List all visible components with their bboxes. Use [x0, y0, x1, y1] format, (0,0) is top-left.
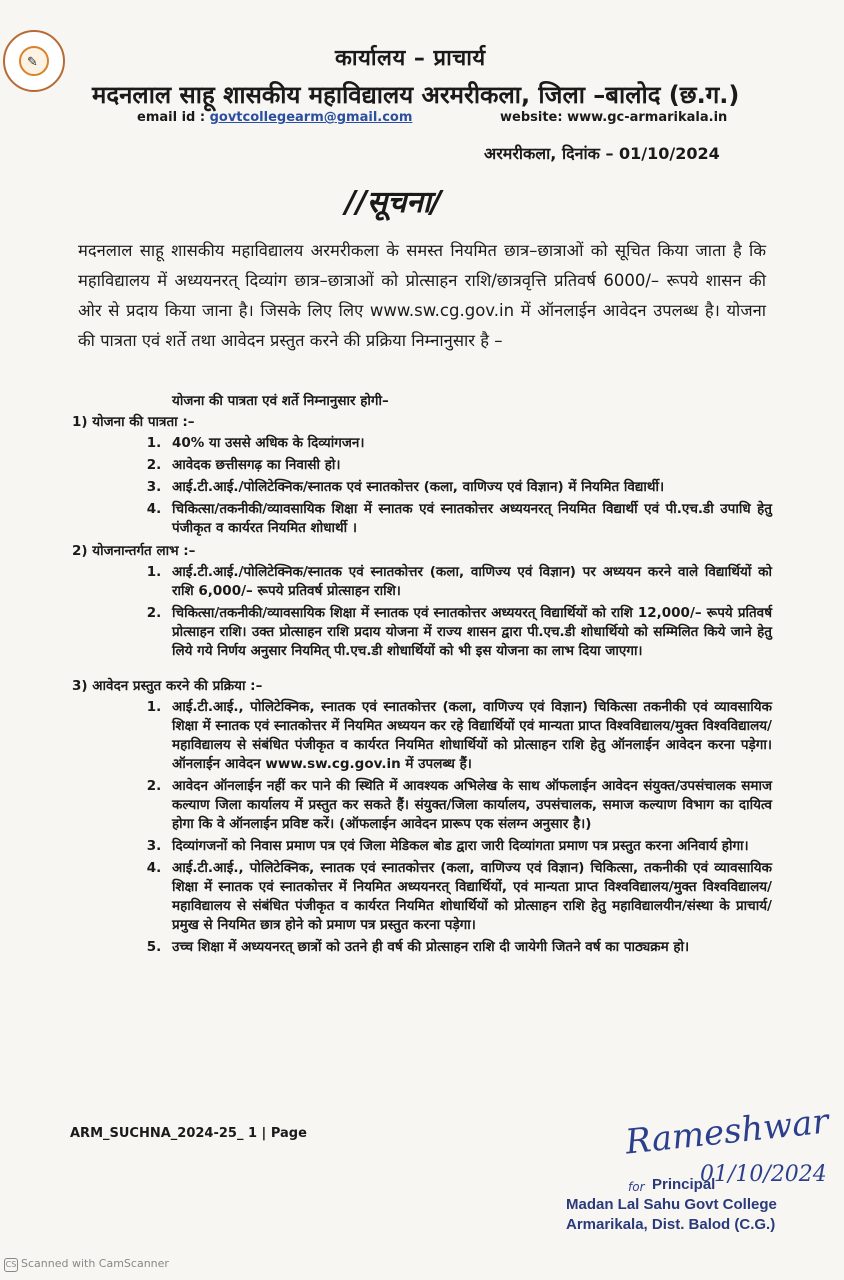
signature: Rameshwar: [623, 1101, 831, 1163]
email-link[interactable]: govtcollegearm@gmail.com: [209, 110, 413, 125]
list-item: 2. आवेदक छत्तीसगढ़ का निवासी हो।: [166, 456, 772, 475]
eligibility-list: [72, 434, 772, 538]
principal-seal: [566, 1175, 816, 1235]
camscanner-icon: CS: [4, 1258, 18, 1272]
scanner-watermark: CS Scanned with CamScanner: [5, 1257, 169, 1270]
seal-college: Madan Lal Sahu Govt College: [566, 1196, 777, 1213]
list-item: 4. चिकित्सा/तकनीकी/व्यावसायिक शिक्षा में स्नातक एवं स्नातकोत्तर अध्ययनरत् नियमित विद्यार्थी एवं पी.एच.डी उपाधि हेतु पंजीकृत व कार्यरत नियमित शोधार्थी ।: [166, 500, 772, 538]
application-process-list: [72, 698, 772, 957]
list-item: 3. आई.टी.आई./पोलिटेक्निक/स्नातक एवं स्नातकोत्तर (कला, वाणिज्य एवं विज्ञान) में नियमित विद्यार्थी।: [166, 478, 772, 497]
list-item: 3. दिव्यांगजनों को निवास प्रमाण पत्र एवं जिला मेडिकल बोड द्वारा जारी दिव्यांगता प्रमाण पत्र प्रस्तुत करना अनिवार्य होगा।: [166, 837, 772, 856]
section-heading: 1) योजना की पात्रता :–: [72, 414, 195, 430]
list-item: 5. उच्च शिक्षा में अध्ययनरत् छात्रों को उतने ही वर्ष की प्रोत्साहन राशि दी जायेगी जितने वर्ष का पाठ्यक्रम हो।: [166, 938, 772, 957]
list-item: 1. आई.टी.आई., पोलिटेक्निक, स्नातक एवं स्नातकोत्तर (कला, वाणिज्य एवं विज्ञान) चिकित्सा तकनीकी एवं व्यावसायिक शिक्षा में स्नातक एवं स्नातकोत्तर में नियमित अध्ययन कर रहे विद्यार्थियों एवं मान्यता प्राप्त विश्वविद्यालय/मुक्त विश्वविद्यालय/महाविद्यालय से संबंधित पंजीकृत व कार्यरत नियमित शोधार्थियों को प्रोत्साहन राशि हेतु ऑनलाईन आवेदन करना पड़ेगा। ऑनलाईन आवेदन www.sw.cg.gov.in में उपलब्ध हैं।: [166, 698, 772, 774]
list-item: 2. आवेदन ऑनलाईन नहीं कर पाने की स्थिति में आवश्यक अभिलेख के साथ ऑफलाईन आवेदन संयुक्त/उपसंचालक समाज कल्याण जिला कार्यालय में प्रस्तुत कर सकते हैं। संयुक्त/जिला कार्यालय, उपसंचालक, समाज कल्याण विभाग का दायित्व होगा कि वे ऑनलाईन प्रविष्ट करें। (ऑफलाईन आवेदन प्रारूप एक संलग्न अनुसार है।): [166, 777, 772, 834]
for-mark: for: [628, 1180, 645, 1194]
notice-title: //सूचना/: [345, 185, 442, 220]
date-line: अरमरीकला, दिनांक – 01/10/2024: [484, 144, 720, 163]
college-logo-icon: ✎: [3, 30, 65, 92]
section-heading: 3) आवेदन प्रस्तुत करने की प्रक्रिया :–: [72, 678, 263, 694]
seal-title: Principal: [652, 1176, 716, 1193]
email-label: email id :: [137, 110, 206, 125]
list-item: 1. आई.टी.आई./पोलिटेक्निक/स्नातक एवं स्नातकोत्तर (कला, वाणिज्य एवं विज्ञान) पर अध्ययन करने वाले विद्यार्थियों को राशि 6,000/– रूपये प्रतिवर्ष प्रोत्साहन राशि।: [166, 563, 772, 601]
section-heading: 2) योजनान्तर्गत लाभ :–: [72, 543, 196, 559]
page-footer-code: ARM_SUCHNA_2024-25_ 1 | Page: [70, 1126, 307, 1141]
list-item: 2. चिकित्सा/तकनीकी/व्यावसायिक शिक्षा में स्नातक एवं स्नातकोत्तर अध्ययरत् विद्यार्थियों को राशि 12,000/– रूपये प्रतिवर्ष प्रोत्साहन राशि। उक्त प्रोत्साहन राशि प्रदाय योजना में राज्य शासन द्वारा पी.एच.डी शोधार्थियो को सम्मिलित किये जाने हेतु लिये गये निर्णय अनुसार नियमित् पी.एच.डी शोधार्थियों को भी इस योजना का लाभ दिया जाएगा।: [166, 604, 772, 661]
seal-address: Armarikala, Dist. Balod (C.G.): [566, 1216, 776, 1233]
office-title: कार्यालय – प्राचार्य: [335, 46, 486, 71]
college-name: मदनलाल साहू शासकीय महाविद्यालय अरमरीकला, जिला –बालोद (छ.ग.): [92, 81, 740, 109]
email-line: [137, 110, 412, 125]
notice-content: [72, 392, 772, 961]
intro-paragraph: मदनलाल साहू शासकीय महाविद्यालय अरमरीकला के समस्त नियमित छात्र–छात्राओं को सूचित किया जाता है कि महाविद्यालय में अध्ययनरत् दिव्यांग छात्र–छात्राओं को प्रोत्साहन राशि/छात्रवृत्ति प्रतिवर्ष 6000/– रूपये शासन की ओर से प्रदाय किया जाना है। जिसके लिए लिए www.sw.cg.gov.in में ऑनलाईन आवेदन उपलब्ध है। योजना की पात्रता एवं शर्ते तथा आवेदन प्रस्तुत करने की प्रक्रिया निम्नानुसार है –: [78, 241, 766, 350]
website-line: website: www.gc-armarikala.in: [500, 110, 728, 125]
list-item: 1. 40% या उससे अधिक के दिव्यांगजन।: [166, 434, 772, 453]
benefits-list: [72, 563, 772, 661]
eligibility-heading: योजना की पात्रता एवं शर्ते निम्नानुसार होगी–: [172, 393, 389, 409]
signature-date: 01/10/2024: [700, 1162, 827, 1187]
list-item: 4. आई.टी.आई., पोलिटेक्निक, स्नातक एवं स्नातकोत्तर (कला, वाणिज्य एवं विज्ञान) चिकित्सा, तकनीकी एवं व्यावसायिक शिक्षा में स्नातक एवं स्नातकोत्तर में नियमित अध्ययनरत् विद्यार्थियों, एवं मान्यता प्राप्त विश्वविद्यालय/मुक्त विश्वविद्यालय/महाविद्यालय से संबंधित पंजीकृत व कार्यरत नियमित शोधार्थियों को प्रोत्साहन राशि हेतु महाविद्यालयीन/संस्था के प्राचार्य/प्रमुख से नियमित छात्र होने को प्रमाण पत्र प्रस्तुत करना पड़ेगा।: [166, 859, 772, 935]
